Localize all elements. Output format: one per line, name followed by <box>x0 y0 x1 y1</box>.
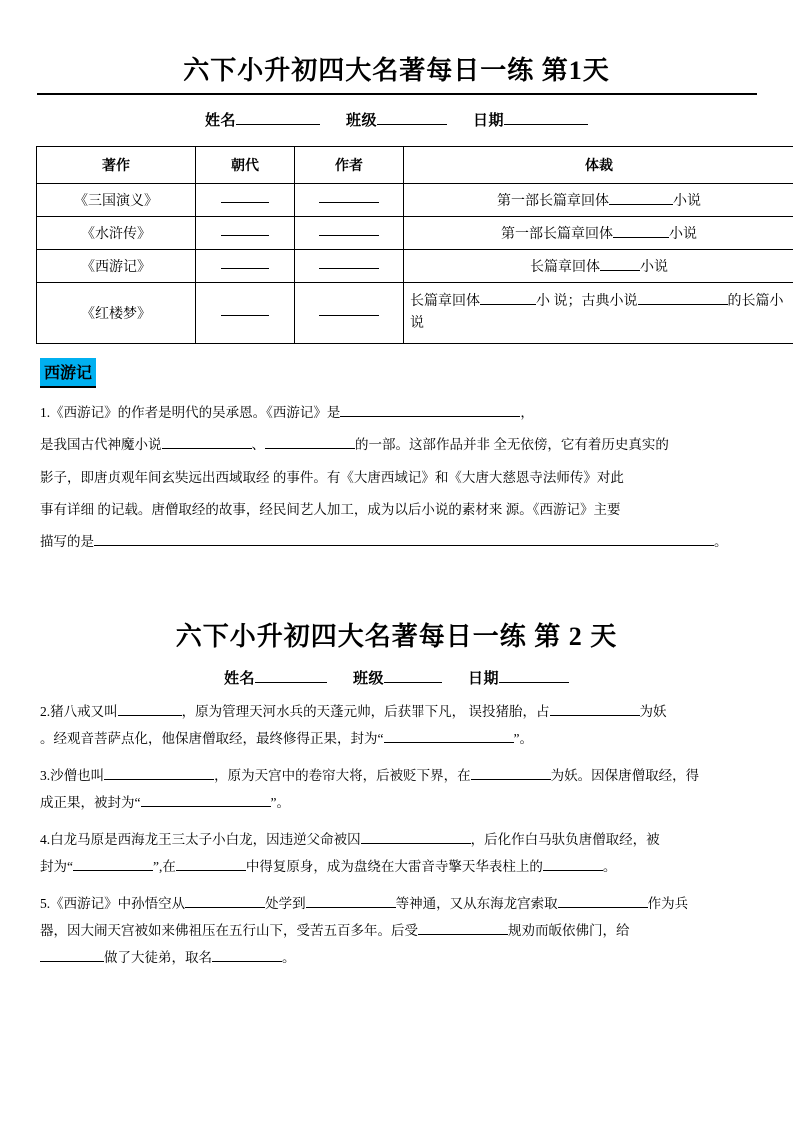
header-work: 著作 <box>37 147 196 184</box>
question-1-line-5 <box>40 529 753 555</box>
class-input-blank[interactable] <box>377 124 447 125</box>
name-input-blank-2[interactable] <box>255 682 327 683</box>
q3-t2: ，原为天宫中的卷帘大将，后被贬下界，在 <box>214 767 471 783</box>
cell-genre[interactable] <box>404 283 793 344</box>
date-label: 日期 <box>473 113 505 129</box>
genre-suffix: 的长篇小说 <box>410 293 784 331</box>
q4-t4: ”,在 <box>153 858 176 874</box>
q4-blank-2[interactable] <box>73 870 153 871</box>
q5-t7: 做了大徒弟，取名 <box>104 949 212 965</box>
q5-blank-2[interactable] <box>306 907 396 908</box>
table-row <box>37 184 793 217</box>
q5-blank-3[interactable] <box>558 907 648 908</box>
table-row <box>37 217 793 250</box>
q1-line2-c: 的一部。这部作品并非 全无依傍，它有着历史真实的 <box>355 437 669 453</box>
name-input-blank[interactable] <box>236 124 320 125</box>
q3-t1: 沙僧也叫 <box>50 767 105 783</box>
question-1-line-1 <box>40 400 753 426</box>
cell-author[interactable] <box>295 250 404 283</box>
cell-dynasty[interactable] <box>196 184 295 217</box>
q1-blank-4[interactable] <box>94 545 714 546</box>
date-input-blank[interactable] <box>504 124 588 125</box>
cell-dynasty[interactable] <box>196 283 295 344</box>
genre-prefix: 第一部长篇章回体 <box>501 227 613 242</box>
q2-t3: 为妖 <box>639 703 667 719</box>
section-heading-xiyouji: 西游记 <box>40 358 96 388</box>
day2-section <box>36 616 757 688</box>
q4-t3: 封为“ <box>40 858 73 874</box>
page-title-day2: 六下小升初四大名著每日一练 第 2 天 <box>175 621 618 651</box>
q1-line2-b: 、 <box>251 437 265 453</box>
genre-prefix: 长篇章回体 <box>410 293 480 309</box>
q4-t2: ，后化作白马驮负唐僧取经，被 <box>470 831 660 847</box>
q3-blank-3[interactable] <box>141 806 271 807</box>
genre-suffix: 小说 <box>673 194 701 209</box>
question-1-line-4: 事有详细 的记载。唐僧取经的故事，经民间艺人加工，成为以后小说的素材来 源。《西游记》主要 <box>40 501 621 517</box>
q3-t5: ”。 <box>270 794 290 810</box>
q4-blank-4[interactable] <box>543 870 603 871</box>
q2-t5: ”。 <box>513 730 533 746</box>
q3-blank-2[interactable] <box>471 779 551 780</box>
genre-prefix: 第一部长篇章回体 <box>497 194 609 209</box>
q3-t3: 为妖。因保唐僧取经，得 <box>550 767 700 783</box>
q1-line5-b: 。 <box>714 534 728 550</box>
q4-t1: 白龙马原是西海龙王三太子小白龙，因违逆父命被囚 <box>50 831 361 847</box>
q4-t5: 中得复原身，成为盘绕在大雷音寺擎天华表柱上的 <box>245 858 543 874</box>
date-label-2: 日期 <box>468 670 500 687</box>
q1-lead: 1.《西游记》的作者是明代的吴承恩。《西游记》是 <box>40 405 341 420</box>
genre-mid: 小 说；古典小说 <box>536 293 638 309</box>
q1-blank-3[interactable] <box>265 448 355 449</box>
cell-genre[interactable] <box>404 250 793 283</box>
question-3 <box>40 762 753 816</box>
q1-line2-a: 是我国古代神魔小说 <box>40 437 162 453</box>
q5-t8: 。 <box>282 949 296 965</box>
date-input-blank-2[interactable] <box>499 682 569 683</box>
q3-blank-1[interactable] <box>104 779 214 780</box>
table-header-row <box>37 147 793 184</box>
header-genre: 体裁 <box>404 147 793 184</box>
q5-number: 5. <box>40 895 51 911</box>
q5-t1: 《西游记》中孙悟空从 <box>50 895 186 911</box>
class-input-blank-2[interactable] <box>384 682 442 683</box>
cell-author[interactable] <box>295 283 404 344</box>
header-dynasty: 朝代 <box>196 147 295 184</box>
q5-t2: 处学到 <box>265 895 306 911</box>
q1-line5-a: 描写的是 <box>40 534 94 550</box>
q3-number: 3. <box>40 767 51 783</box>
header-author: 作者 <box>295 147 404 184</box>
title-divider <box>37 93 757 95</box>
q2-t1: 猪八戒又叫 <box>50 703 118 719</box>
student-info-line-day2 <box>36 667 757 688</box>
q4-blank-1[interactable] <box>361 843 471 844</box>
q5-t5: 器，因大闹天宫被如来佛祖压在五行山下，受苦五百多年。后受 <box>40 922 418 938</box>
cell-dynasty[interactable] <box>196 250 295 283</box>
q1-blank-2[interactable] <box>162 448 252 449</box>
q5-blank-5[interactable] <box>40 961 104 962</box>
genre-suffix: 小说 <box>640 260 668 275</box>
q2-t4: 。经观音菩萨点化，他保唐僧取经，最终修得正果，封为“ <box>40 730 384 746</box>
name-label: 姓名 <box>204 113 236 129</box>
page-title-day1: 六下小升初四大名著每日一练 第1天 <box>183 56 610 85</box>
q4-blank-3[interactable] <box>176 870 246 871</box>
q5-t6: 规劝而皈依佛门，给 <box>508 922 630 938</box>
q4-t6: 。 <box>602 858 617 874</box>
class-label: 班级 <box>345 113 377 129</box>
q4-number: 4. <box>40 831 51 847</box>
q2-blank-2[interactable] <box>550 715 640 716</box>
question-5 <box>40 890 753 971</box>
q5-blank-6[interactable] <box>212 961 282 962</box>
table-row <box>37 283 793 344</box>
q2-blank-3[interactable] <box>384 742 514 743</box>
cell-dynasty[interactable] <box>196 217 295 250</box>
class-label-2: 班级 <box>352 670 384 687</box>
q5-t4: 作为兵 <box>647 895 689 911</box>
q5-blank-1[interactable] <box>185 907 265 908</box>
question-4 <box>40 826 753 880</box>
genre-prefix: 长篇章回体 <box>530 260 600 275</box>
q2-blank-1[interactable] <box>118 715 182 716</box>
cell-author[interactable] <box>295 217 404 250</box>
cell-work: 《红楼梦》 <box>37 283 196 344</box>
four-classics-table <box>36 146 793 344</box>
q5-t3: 等神通，又从东海龙宫索取 <box>395 895 558 911</box>
question-2 <box>40 698 753 752</box>
question-1-line-3: 影子，即唐贞观年间玄奘远出西域取经 的事件。有《大唐西域记》和《大唐大慈恩寺法师传》对此 <box>40 469 624 485</box>
q5-blank-4[interactable] <box>418 934 508 935</box>
cell-author[interactable] <box>295 184 404 217</box>
q2-t2: ，原为管理天河水兵的天蓬元帅，后获罪下凡， 误投猪胎，占 <box>181 703 550 719</box>
q1-tail: ， <box>520 405 534 420</box>
q2-number: 2. <box>40 703 51 719</box>
table-row <box>37 250 793 283</box>
cell-work: 《西游记》 <box>37 250 196 283</box>
genre-suffix: 小说 <box>669 227 697 242</box>
cell-work: 《水浒传》 <box>37 217 196 250</box>
cell-work: 《三国演义》 <box>37 184 196 217</box>
q1-blank-1[interactable] <box>340 416 520 417</box>
cell-genre[interactable] <box>404 217 793 250</box>
name-label-2: 姓名 <box>223 670 255 687</box>
q3-t4: 成正果，被封为“ <box>40 794 141 810</box>
cell-genre[interactable] <box>404 184 793 217</box>
student-info-line-day1 <box>36 109 757 130</box>
question-1-line-2 <box>40 432 753 458</box>
